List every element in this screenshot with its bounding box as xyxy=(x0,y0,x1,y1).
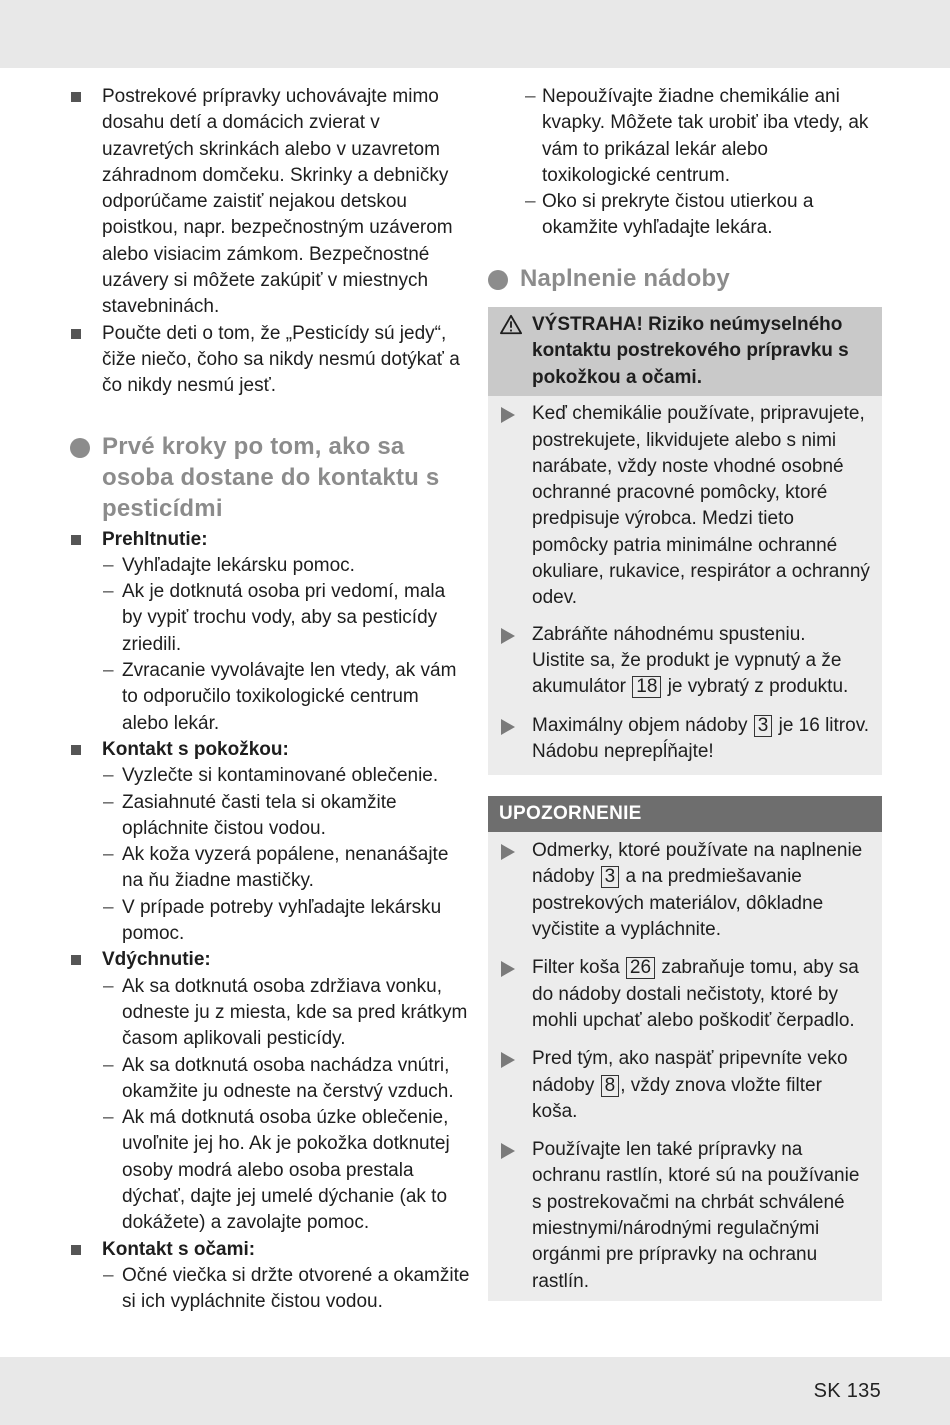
warning-box xyxy=(488,307,882,775)
group-label-eyes: Kontakt s očami: xyxy=(70,1237,470,1263)
bullet-children: Poučte deti o tom, že „Pesticídy sú jedy“, čiže niečo, čoho sa nikdy nesmú dotýkať a čo nikdy nesmú jesť. xyxy=(70,321,470,400)
right-column xyxy=(488,84,882,1301)
list-item: – Ak je dotknutá osoba pri vedomí, mala by vypiť trochu vody, aby sa pesticídy zriedili. xyxy=(103,581,446,655)
page-footer-band xyxy=(0,1357,950,1425)
group-label-inhalation: Vdýchnutie: xyxy=(70,947,470,973)
warning-triangle-icon xyxy=(500,314,522,336)
ref-number: 3 xyxy=(754,715,773,737)
heading-dot-icon xyxy=(488,270,508,290)
list-item: – Ak koža vyzerá popálene, nenanášajte na ňu žiadne mastičky. xyxy=(103,844,449,892)
square-bullet-icon xyxy=(71,535,81,545)
arrow-bullet-icon xyxy=(501,961,515,977)
arrow-bullet-icon xyxy=(501,1052,515,1068)
square-bullet-icon xyxy=(71,1245,81,1255)
note-title: UPOZORNENIE xyxy=(488,796,882,832)
page-number: SK 135 xyxy=(813,1380,881,1402)
warning-title: VÝSTRAHA! Riziko neúmyselného kontaktu postrekového prípravku s pokožkou a očami. xyxy=(488,307,882,397)
warning-item-ppe: Keď chemikálie používate, pripravujete, postrekujete, likvidujete alebo s nimi narábate, vždy noste vhodné osobné ochranné pracovné pomôcky, ktoré predpisuje výrobca. Medzi tieto pomôcky patria minimálne ochranné okuliare, rukavice, respirátor a ochranný odev. xyxy=(488,401,882,611)
arrow-bullet-icon xyxy=(501,1143,515,1159)
list-item: – V prípade potreby vyhľadajte lekársku pomoc. xyxy=(103,896,442,945)
list-item: – Oko si prekryte čistou utierkou a okamžite vyhľadajte lekára. xyxy=(525,191,814,239)
group-label-skin: Kontakt s pokožkou: xyxy=(70,737,470,763)
ref-number: 18 xyxy=(632,676,661,698)
swallowing-list xyxy=(70,553,470,737)
warning-item-start: Zabráňte náhodnému spusteniu. Uistite sa, že produkt je vypnutý a že akumulátor 18 je vybratý z produktu. xyxy=(488,622,882,701)
eyes-list-continued xyxy=(488,84,882,242)
arrow-bullet-icon xyxy=(501,407,515,423)
square-bullet-icon xyxy=(71,955,81,965)
inhalation-list xyxy=(70,974,470,1237)
ref-number: 8 xyxy=(601,1075,620,1097)
skin-list xyxy=(70,763,470,947)
ref-number: 3 xyxy=(601,866,620,888)
section-heading-first-aid: Prvé kroky po tom, ako sa osoba dostane do kontaktu s pesticídmi xyxy=(70,431,470,524)
arrow-bullet-icon xyxy=(501,719,515,735)
eyes-list xyxy=(70,1263,470,1316)
note-item-approved: Používajte len také prípravky na ochranu rastlín, ktoré sú na používanie s postrekovačmi na chrbát schválené miestnymi/národnými regulačnými orgánmi pre prípravky na ochranu rastlín. xyxy=(488,1137,882,1295)
group-label-swallowing: Prehltnutie: xyxy=(70,527,470,553)
square-bullet-icon xyxy=(71,745,81,755)
list-item: – Očné viečka si držte otvorené a okamžite si ich vypláchnite čistou vodou. xyxy=(103,1264,470,1313)
page-header-band xyxy=(0,0,950,68)
list-item: – Vyzlečte si kontaminované oblečenie. xyxy=(103,765,439,787)
list-item: – Ak má dotknutá osoba úzke oblečenie, uvoľnite jej ho. Ak je pokožka dotknutej osoby modrá alebo osoba prestala dýchať, dajte jej umelé dýchanie (ak to dokážete) a zavolajte pomoc. xyxy=(103,1107,450,1234)
list-item: – Zvracanie vyvolávajte len vtedy, ak vám to odporučilo toxikologické centrum alebo lekár. xyxy=(103,660,457,734)
note-item-measuring: Odmerky, ktoré používate na naplnenie nádoby 3 a na predmiešavanie postrekových materiálov, dôkladne vyčistite a vypláchnite. xyxy=(488,838,882,943)
note-item-lid: Pred tým, ako naspäť pripevníte veko nádoby 8 , vždy znova vložte filter koša. xyxy=(488,1046,882,1125)
list-item: – Vyhľadajte lekársku pomoc. xyxy=(103,554,355,576)
list-item: – Ak sa dotknutá osoba nachádza vnútri, okamžite ju odneste na čerstvý vzduch. xyxy=(103,1054,454,1102)
section-heading-filling: Naplnenie nádoby xyxy=(488,263,882,294)
warning-item-volume: Maximálny objem nádoby 3 je 16 litrov. Nádobu neprepĺňajte! xyxy=(488,713,882,766)
note-box xyxy=(488,796,882,1301)
list-item: – Ak sa dotknutá osoba zdržiava vonku, odneste ju z miesta, kde sa pred krátkym časom aplikovali pesticídy. xyxy=(103,975,468,1050)
bullet-storage: Postrekové prípravky uchovávajte mimo dosahu detí a domácich zvierat v uzavretých skrinkách alebo v uzavretom záhradnom domčeku. Skrinky a debničky odporúčame zaistiť nejakou detskou poistkou, napr. bezpečnostným uzáverom alebo visiacim zámkom. Bezpečnostné uzávery si môžete zakúpiť v miestnych stavebninách. xyxy=(70,84,470,321)
note-item-filter: Filter koša 26 zabraňuje tomu, aby sa do nádoby dostali nečistoty, ktoré by mohli upchať alebo poškodiť čerpadlo. xyxy=(488,955,882,1034)
arrow-bullet-icon xyxy=(501,844,515,860)
list-item: – Zasiahnuté časti tela si okamžite opláchnite čistou vodou. xyxy=(103,791,397,839)
heading-dot-icon xyxy=(70,438,90,458)
left-column xyxy=(70,84,470,1315)
square-bullet-icon xyxy=(71,329,81,339)
ref-number: 26 xyxy=(626,957,655,979)
arrow-bullet-icon xyxy=(501,628,515,644)
list-item: – Nepoužívajte žiadne chemikálie ani kvapky. Môžete tak urobiť iba vtedy, ak vám to prikázal lekár alebo toxikologické centrum. xyxy=(525,86,869,186)
square-bullet-icon xyxy=(71,92,81,102)
